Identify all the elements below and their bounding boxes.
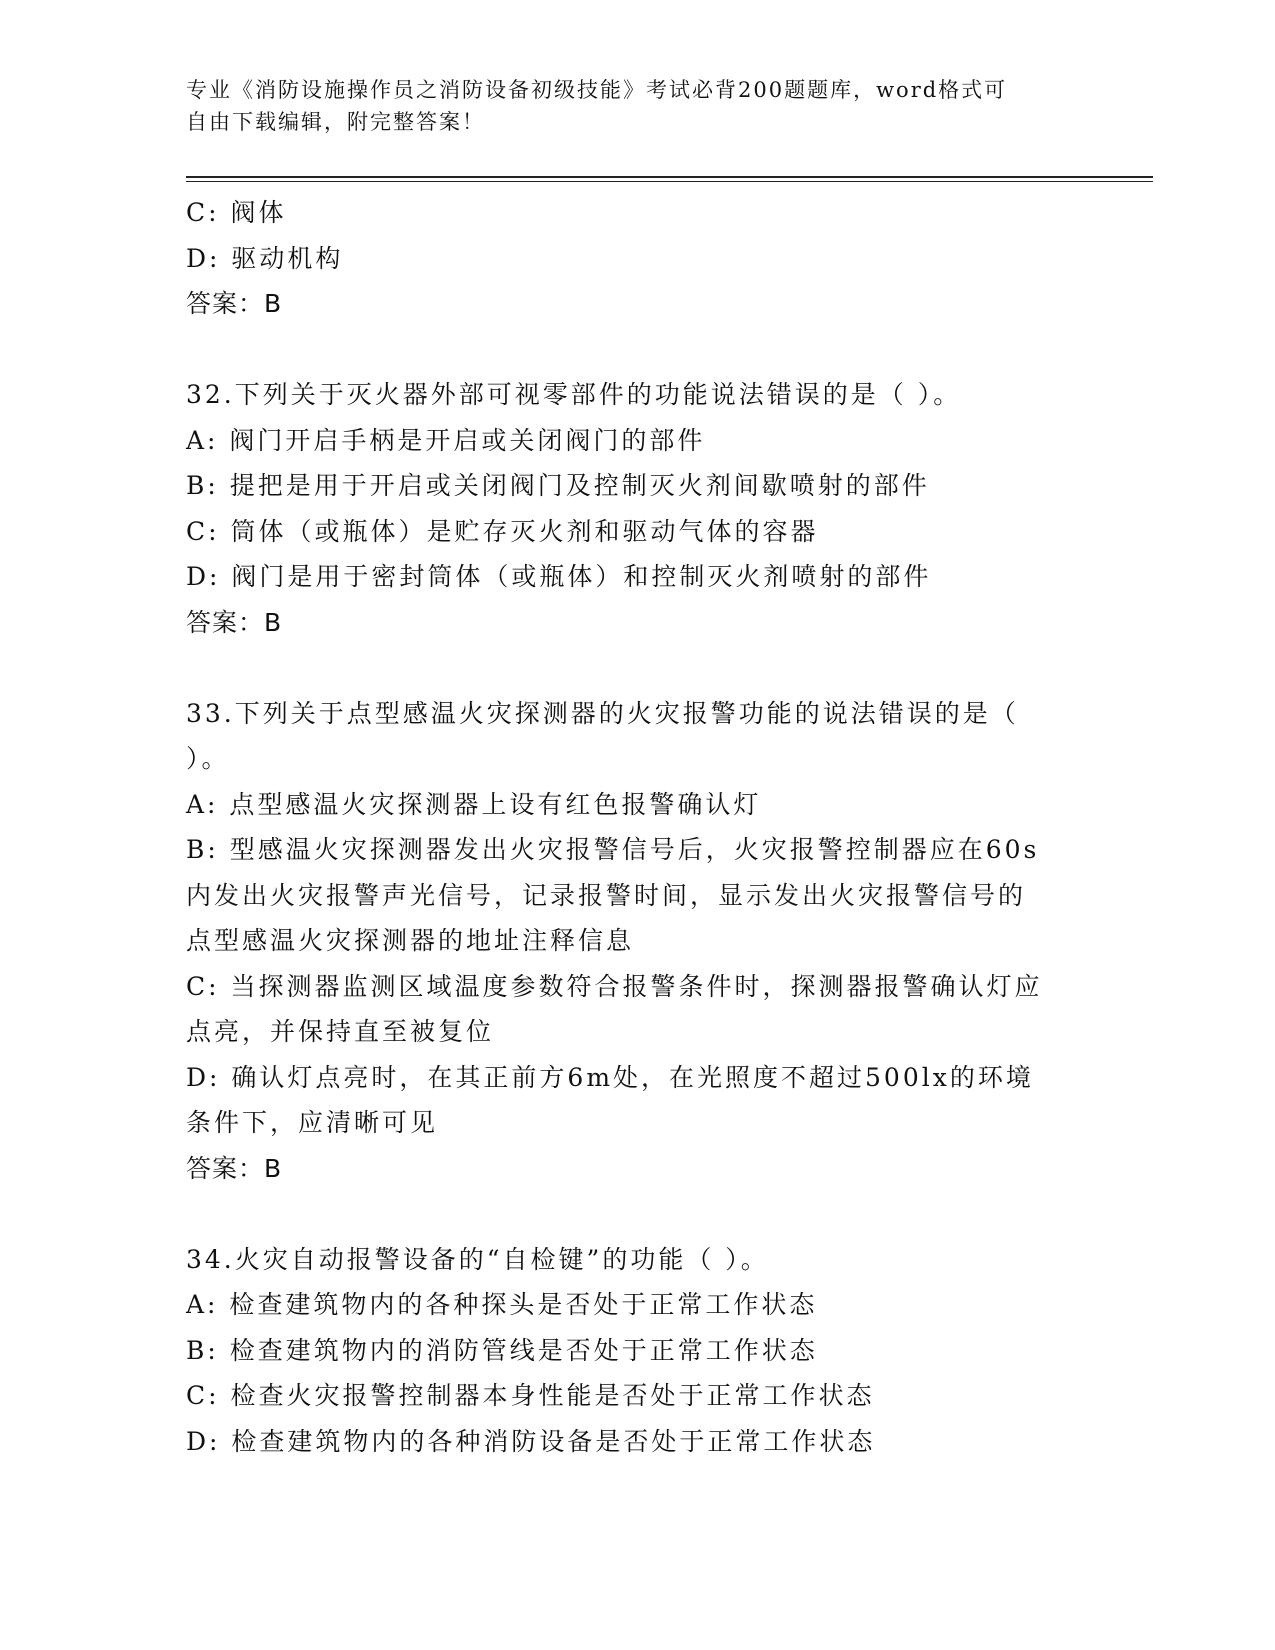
q34-option-d: D: 检查建筑物内的各种消防设备是否处于正常工作状态 [186, 1426, 876, 1456]
spacer [186, 327, 1086, 373]
q33-stem-line-2: ）。 [186, 744, 230, 773]
question-34 [186, 1237, 1086, 1465]
q33-option-b-line-3: 点型感温火灾探测器的地址注释信息 [186, 926, 635, 955]
document-header [186, 74, 1086, 138]
q34-stem: 34.火灾自动报警设备的“自检键”的功能（ ）。 [186, 1244, 769, 1274]
q33-stem-line-1: 33.下列关于点型感温火灾探测器的火灾报警功能的说法错误的是（ [186, 698, 1019, 728]
q32-option-a: A: 阀门开启手柄是开启或关闭阀门的部件 [186, 425, 706, 455]
q31-option-c: C: 阀体 [186, 198, 287, 227]
q33-option-b-line-2: 内发出火灾报警声光信号，记录报警时间，显示发出火灾报警信号的 [186, 880, 1027, 910]
spacer [186, 1191, 1086, 1237]
question-32 [186, 372, 1086, 645]
q31-answer: 答案：B [186, 289, 283, 318]
question-31-tail [186, 190, 1086, 327]
q32-option-b: B: 提把是用于开启或关闭阀门及控制灭火剂间歇喷射的部件 [186, 471, 930, 500]
spacer [186, 645, 1086, 691]
header-divider-thin [186, 181, 1153, 182]
q34-option-b: B: 检查建筑物内的消防管线是否处于正常工作状态 [186, 1335, 818, 1365]
q32-option-c: C: 筒体（或瓶体）是贮存灭火剂和驱动气体的容器 [186, 516, 819, 546]
q34-option-c: C: 检查火灾报警控制器本身性能是否处于正常工作状态 [186, 1381, 875, 1410]
q33-option-a: A: 点型感温火灾探测器上设有红色报警确认灯 [186, 789, 762, 819]
q31-option-d: D: 驱动机构 [186, 243, 344, 273]
q34-option-a: A: 检查建筑物内的各种探头是否处于正常工作状态 [186, 1290, 818, 1319]
q33-option-c-line-2: 点亮，并保持直至被复位 [186, 1017, 495, 1046]
q32-stem: 32.下列关于灭火器外部可视零部件的功能说法错误的是（ ）。 [186, 380, 962, 409]
q33-option-d-line-2: 条件下，应清晰可见 [186, 1108, 439, 1137]
q32-answer: 答案：B [186, 607, 283, 637]
question-33 [186, 691, 1086, 1192]
q33-option-d-line-1: D: 确认灯点亮时，在其正前方6m处，在光照度不超过500lx的环境 [186, 1062, 1034, 1092]
question-content [186, 190, 1086, 1464]
q33-option-b-line-1: B: 型感温火灾探测器发出火灾报警信号后，火灾报警控制器应在60s [186, 835, 1040, 864]
q33-answer: 答案：B [186, 1153, 283, 1183]
header-title-line-1: 专业《消防设施操作员之消防设备初级技能》考试必背200题题库，word格式可 [186, 78, 1008, 102]
header-divider-thick [186, 176, 1153, 178]
q33-option-c-line-1: C: 当探测器监测区域温度参数符合报警条件时，探测器报警确认灯应 [186, 971, 1043, 1001]
header-title-line-2: 自由下载编辑，附完整答案！ [186, 110, 485, 134]
q32-option-d: D: 阀门是用于密封筒体（或瓶体）和控制灭火剂喷射的部件 [186, 562, 932, 591]
